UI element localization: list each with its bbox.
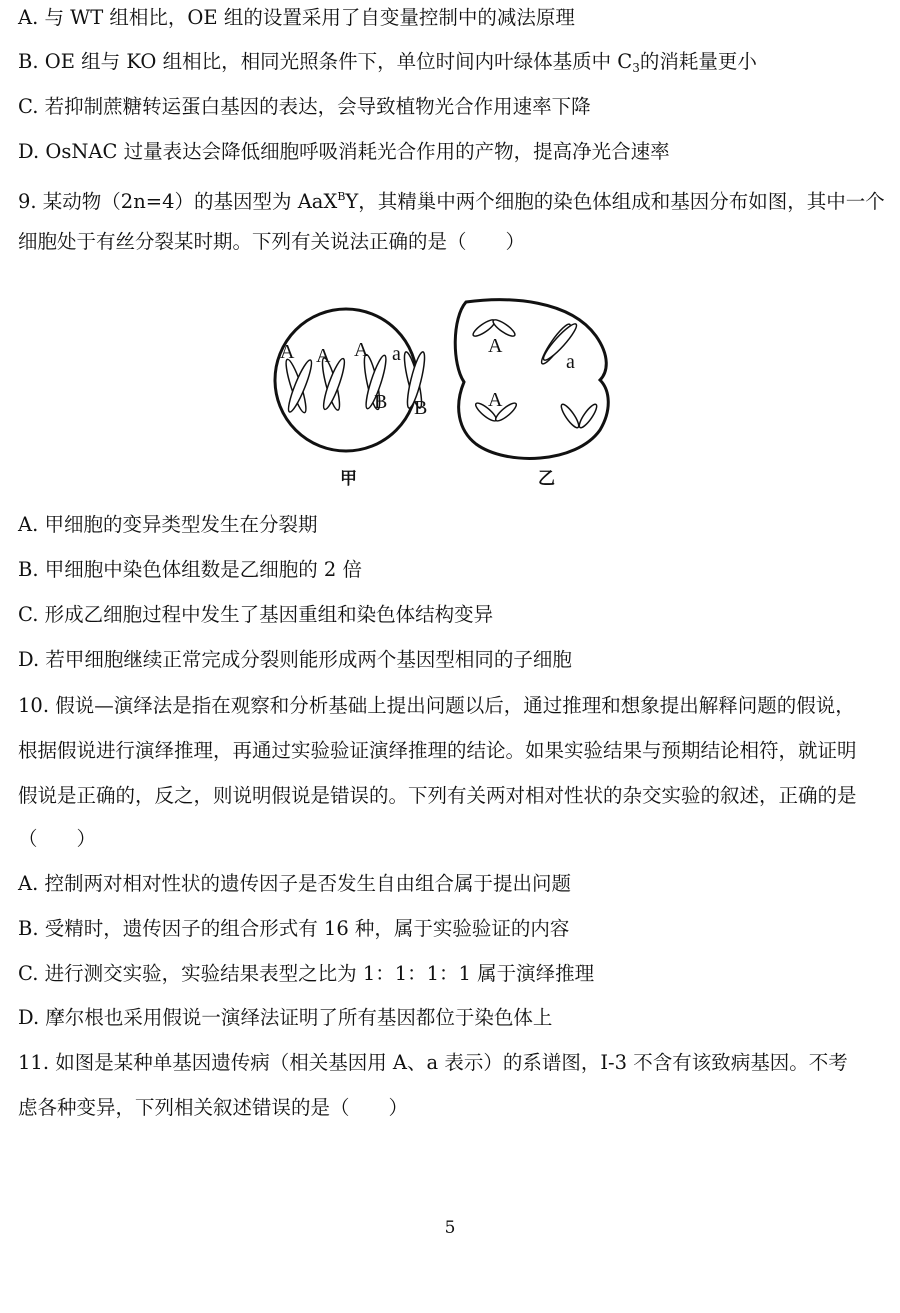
q8-option-b-post: 的消耗量更小 [639,50,757,73]
gene-label: B [374,391,388,413]
q9-option-c: C. 形成乙细胞过程中发生了基因重组和染色体结构变异 [18,603,494,626]
q10-stem-line3: 假说是正确的，反之，则说明假说是错误的。下列有关两对相对性状的杂交实验的叙述，正确的是 [18,784,857,807]
gene-label: a [392,343,401,365]
q9-stem-line1 [18,183,885,216]
chromosome [559,402,582,430]
q8-option-b-pre: B. OE 组与 KO 组相比，相同光照条件下，单位时间内叶绿体基质中 C [18,50,633,73]
q10-option-a: A. 控制两对相对性状的遗传因子是否发生自由组合属于提出问题 [18,872,571,895]
cell-jia [275,309,428,489]
q9-stem-line2: 细胞处于有丝分裂某时期。下列有关说法正确的是（ ） [18,230,526,253]
q8-option-b-sub: 3 [632,61,640,75]
q11-stem-line2: 虑各种变异，下列相关叙述错误的是（ ） [18,1096,409,1119]
q11-stem-line1: 11. 如图是某种单基因遗传病（相关基因用 A、a 表示）的系谱图，Ⅰ-3 不含有该致病基因。不考 [18,1051,848,1074]
q10-stem-line2: 根据假说进行演绎推理，再通过实验验证演绎推理的结论。如果实验结果与预期结论相符，就证明 [18,739,857,762]
q9-stem-sup: B [337,190,346,203]
gene-label: A [354,339,369,361]
chromosome [577,402,600,430]
q9-option-b: B. 甲细胞中染色体组数是乙细胞的 2 倍 [18,558,363,581]
gene-label: a [566,351,575,373]
page-number: 5 [444,1218,456,1238]
cell-yi [455,300,608,489]
gene-label: A [488,389,503,411]
q9-option-d: D. 若甲细胞继续正常完成分裂则能形成两个基因型相同的子细胞 [18,648,572,671]
q10-option-b: B. 受精时，遗传因子的组合形式有 16 种，属于实验验证的内容 [18,917,570,940]
q9-option-a: A. 甲细胞的变异类型发生在分裂期 [18,513,318,536]
gene-label: A [488,335,503,357]
cell-yi-caption: 乙 [538,469,555,489]
q10-option-c: C. 进行测交实验，实验结果表型之比为 1：1：1：1 属于演绎推理 [18,962,595,985]
cell-yi-membrane [455,300,608,459]
q8-option-b [18,48,880,82]
q10-option-d: D. 摩尔根也采用假说一演绎法证明了所有基因都位于染色体上 [18,1006,553,1029]
q8-option-c: C. 若抑制蔗糖转运蛋白基因的表达，会导致植物光合作用速率下降 [18,95,591,118]
q9-stem-post: Y，其精巢中两个细胞的染色体组成和基因分布如图，其中一个 [345,190,885,213]
q9-stem-pre: 9. 某动物（2n=4）的基因型为 AaX [18,190,338,213]
cell-jia-caption: 甲 [340,469,357,489]
q10-stem-line4: （ ） [18,827,97,850]
q8-option-a: A. 与 WT 组相比，OE 组的设置采用了自变量控制中的减法原理 [18,6,575,29]
q8-option-d: D. OsNAC 过量表达会降低细胞呼吸消耗光合作用的产物，提高净光合速率 [18,140,670,163]
gene-label: A [316,345,331,367]
cell-division-figure [270,294,620,494]
gene-label: A [280,341,295,363]
q10-stem-line1: 10. 假说—演绎法是指在观察和分析基础上提出问题以后，通过推理和想象提出解释问题的假说， [18,694,855,717]
gene-label: B [414,397,428,419]
